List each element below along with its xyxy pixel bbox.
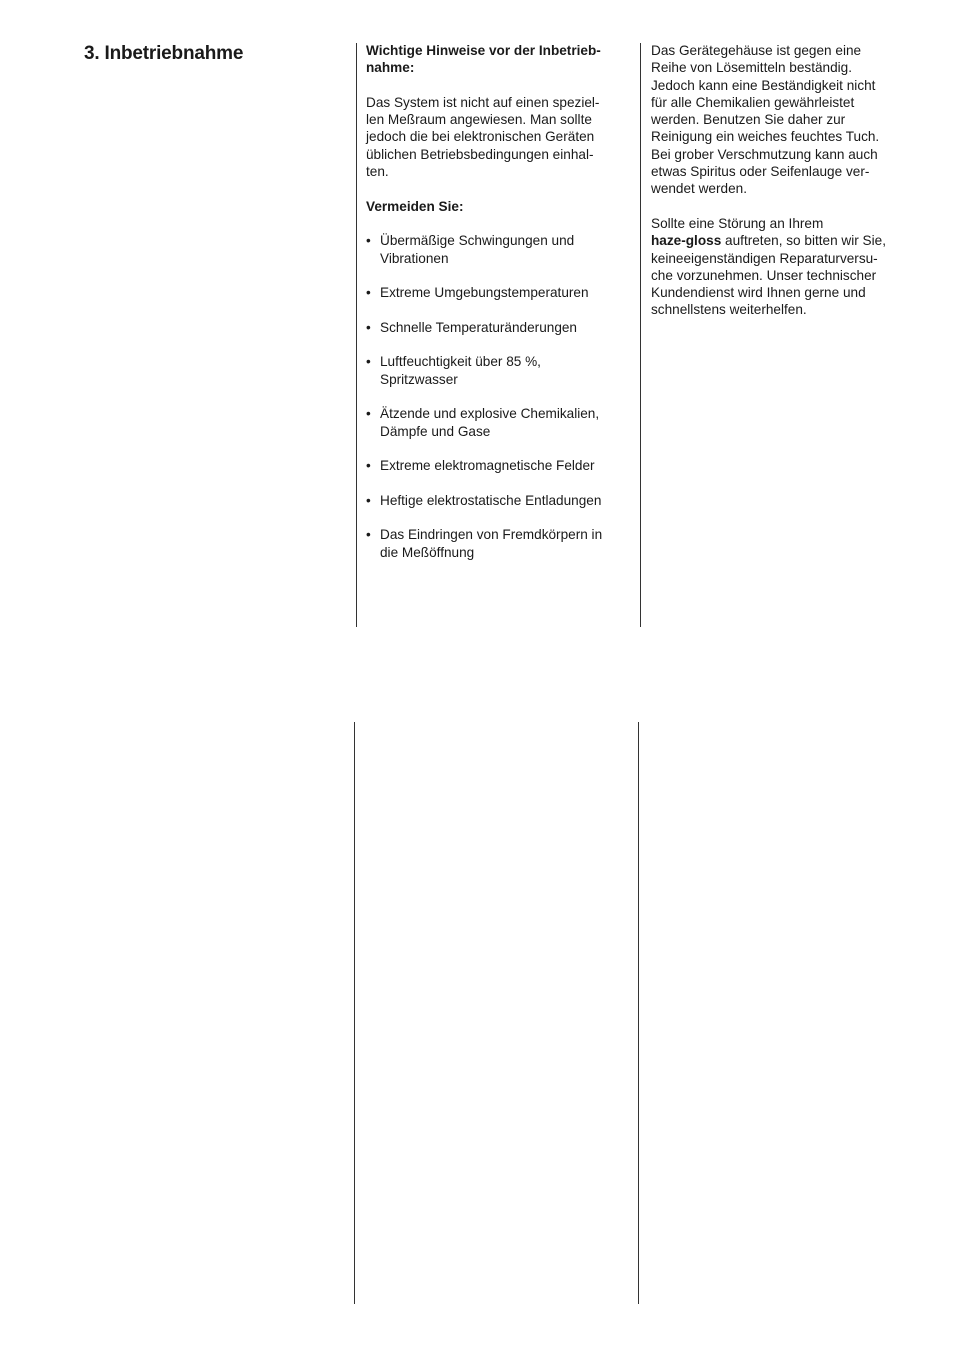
list-item [366,405,626,440]
housing-paragraph [651,42,921,198]
bullet: • [366,527,371,543]
column-divider-lower-right [638,722,639,1304]
service-line: Sollte eine Störung an Ihrem [651,215,824,231]
right-column [651,42,921,319]
service-line: auftreten, so bitten wir Sie, [721,233,886,249]
avoid-list [366,232,626,561]
housing-line: Bei grober Verschmutzung kann auch [651,146,878,162]
section-title: 3. Inbetriebnahme [84,43,244,64]
housing-line: etwas Spiritus oder Seifenlauge ver- [651,164,870,180]
list-item [366,319,626,336]
housing-line: wendet werden. [651,181,747,197]
service-line: Kundendienst wird Ihnen gerne und [651,285,866,301]
intro-line: jedoch die bei elektronischen Geräten [366,129,595,145]
middle-column [366,42,626,578]
intro-paragraph [366,94,626,180]
service-paragraph [651,215,921,319]
list-item-line: Extreme Umgebungstemperaturen [380,285,589,301]
list-item [366,232,626,267]
list-item-line: Heftige elektrostatische Entladungen [380,492,602,508]
bullet: • [366,406,371,422]
housing-line: Reihe von Lösemitteln beständig. [651,60,853,76]
list-item-line: Vibrationen [380,250,449,266]
list-item [366,492,626,509]
service-line: schnellstens weiterhelfen. [651,302,807,318]
housing-line: Jedoch kann eine Beständigkeit nicht [651,77,876,93]
list-item-line: die Meßöffnung [380,544,475,560]
list-item-line: Ätzende und explosive Chemikalien, [380,406,600,422]
brand-name: haze-gloss [651,233,722,249]
intro-line: Das System ist nicht auf einen speziel- [366,94,600,110]
list-item-line: Übermäßige Schwingungen und [380,233,575,249]
notes-heading-line-1: Wichtige Hinweise vor der Inbetrieb- [366,43,601,58]
intro-line: len Meßraum angewiesen. Man sollte [366,112,592,128]
housing-line: Reinigung ein weiches feuchtes Tuch. [651,129,880,145]
notes-heading [366,42,626,77]
bullet: • [366,233,371,249]
housing-line: werden. Benutzen Sie daher zur [651,112,846,128]
service-line: che vorzunehmen. Unser technischer [651,267,877,283]
housing-line: Das Gerätegehäuse ist gegen eine [651,43,862,58]
notes-heading-line-2: nahme: [366,60,415,76]
bullet: • [366,492,371,508]
list-item-line: Das Eindringen von Fremdkörpern in [380,527,603,543]
list-item-line: Dämpfe und Gase [380,423,491,439]
intro-line: üblichen Betriebsbedingungen einhal- [366,146,594,162]
list-item [366,526,626,561]
list-item-line: Spritzwasser [380,371,458,387]
list-item [366,284,626,301]
list-item [366,353,626,388]
column-divider-lower-left [354,722,355,1304]
list-item-line: Schnelle Temperaturänderungen [380,319,577,335]
housing-line: für alle Chemikalien gewährleistet [651,94,855,110]
column-divider-upper-right [640,43,641,627]
list-item-line: Luftfeuchtigkeit über 85 %, [380,354,541,370]
avoid-heading: Vermeiden Sie: [366,198,464,214]
list-item [366,457,626,474]
bullet: • [366,354,371,370]
list-item-line: Extreme elektromagnetische Felder [380,458,595,474]
column-divider-upper-left [356,43,357,627]
intro-line: ten. [366,164,389,180]
service-line: keineeigenständigen Reparaturversu- [651,250,878,266]
bullet: • [366,285,371,301]
bullet: • [366,319,371,335]
bullet: • [366,458,371,474]
